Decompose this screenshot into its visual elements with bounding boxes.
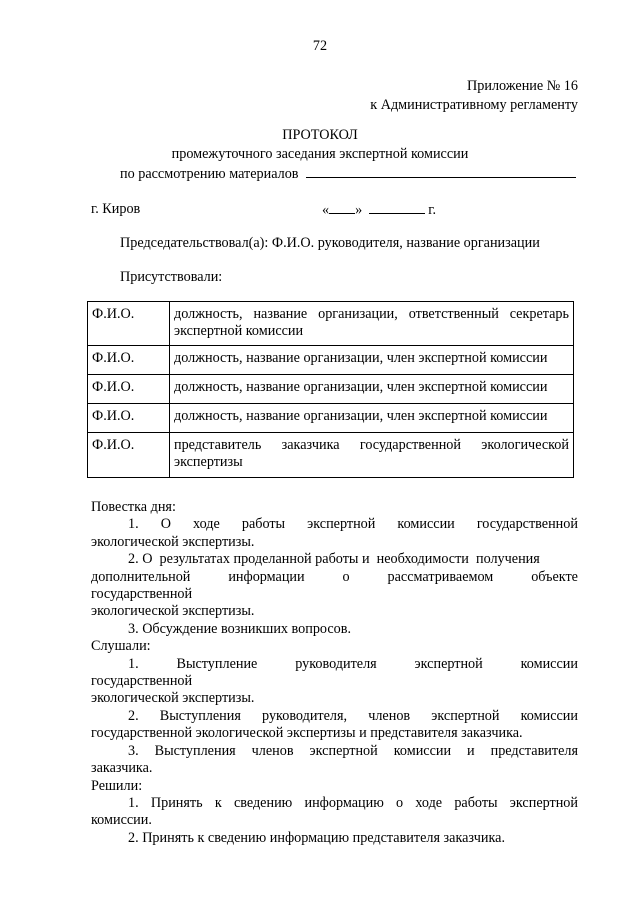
member-role-line: представитель заказчика государственной экологической — [174, 437, 569, 453]
heard-item-3-cont: заказчика. — [91, 760, 153, 777]
word: 1. — [128, 655, 139, 672]
decided-item-1 — [91, 795, 578, 812]
word: экспертной — [431, 707, 500, 724]
word: 1. — [128, 516, 139, 533]
appendix-label — [370, 77, 578, 115]
word: 1. — [128, 794, 139, 811]
agenda-item-2-line-4: экологической экспертизы. — [91, 603, 255, 620]
word: экспертной — [509, 794, 578, 811]
table-row — [88, 433, 574, 478]
date-quote-open: « — [322, 202, 330, 218]
member-role — [170, 302, 574, 346]
word: ходе — [415, 794, 443, 811]
member-name: Ф.И.О. — [88, 375, 170, 404]
heard-item-2 — [91, 708, 578, 725]
word: государственной — [476, 516, 578, 533]
word: Выступления — [159, 707, 241, 724]
word: комиссии — [520, 655, 578, 672]
heard-item-1 — [91, 656, 578, 673]
word: комиссии — [520, 707, 578, 724]
appendix-line-2: к Административному регламенту — [370, 97, 578, 113]
member-role — [170, 433, 574, 478]
word: комиссии — [393, 742, 452, 759]
word: 3. — [128, 742, 139, 759]
word: информации — [228, 568, 305, 585]
word: Выступление — [176, 655, 258, 672]
heard-item-2-cont: государственной экологической экспертизы и представителя заказчика. — [91, 725, 523, 742]
agenda-item-3: 3. Обсуждение возникших вопросов. — [128, 620, 352, 637]
heard-item-3 — [91, 743, 578, 760]
member-role-line: экспертной комиссии — [174, 323, 304, 339]
materials-line — [120, 165, 576, 183]
word: членов — [251, 742, 294, 759]
member-name: Ф.И.О. — [88, 346, 170, 375]
member-role-line: экспертизы — [174, 454, 243, 470]
agenda-item-2-line-3: государственной — [91, 586, 193, 603]
table-row — [88, 404, 574, 433]
word: руководителя — [295, 655, 377, 672]
month-blank — [369, 201, 425, 214]
year-suffix: г. — [428, 202, 437, 218]
decided-heading: Решили: — [91, 777, 143, 794]
table-row — [88, 346, 574, 375]
member-role: должность, название организации, член экспертной комиссии — [170, 375, 574, 404]
agenda-item-1 — [91, 516, 578, 533]
word: экспертной — [414, 655, 483, 672]
materials-blank — [306, 165, 576, 178]
decided-item-2: 2. Принять к сведению информацию представителя заказчика. — [128, 829, 505, 846]
appendix-line-1: Приложение № 16 — [467, 78, 578, 94]
page-number: 72 — [312, 38, 328, 54]
word: членов — [368, 707, 411, 724]
word: о — [396, 794, 404, 811]
agenda-item-1-cont: экологической экспертизы. — [91, 533, 255, 550]
decided-item-1-cont: комиссии. — [91, 812, 152, 829]
member-role: должность, название организации, член экспертной комиссии — [170, 404, 574, 433]
word: ходе — [193, 516, 220, 533]
city: г. Киров — [91, 201, 141, 217]
chaired-by: Председательствовал(а): Ф.И.О. руководителя, название организации — [120, 235, 540, 251]
word: О — [160, 516, 171, 533]
agenda-section — [91, 499, 578, 847]
word: работы — [241, 516, 286, 533]
agenda-heading: Повестка дня: — [91, 499, 176, 515]
word: сведению — [233, 794, 293, 811]
heard-item-1-line-3: экологической экспертизы. — [91, 690, 255, 707]
table-row — [88, 375, 574, 404]
word: 2. — [128, 707, 139, 724]
members-table — [87, 301, 574, 478]
word: экспертной — [309, 742, 378, 759]
date-line — [322, 201, 436, 219]
word: Принять — [150, 794, 203, 811]
present-label: Присутствовали: — [120, 269, 223, 285]
document-subtitle: промежуточного заседания экспертной комиссии — [171, 146, 469, 162]
heard-item-1-line-2: государственной — [91, 673, 193, 690]
word: к — [214, 794, 222, 811]
member-role: должность, название организации, член экспертной комиссии — [170, 346, 574, 375]
member-role-line: должность, название организации, ответственный секретарь — [174, 306, 569, 322]
word: о — [342, 568, 350, 585]
table-row — [88, 302, 574, 346]
agenda-item-2: 2. О результатах проделанной работы и необходимости получения — [128, 551, 540, 568]
member-name: Ф.И.О. — [88, 433, 170, 478]
word: экспертной — [307, 516, 376, 533]
word: комиссии — [397, 516, 455, 533]
word: рассматриваемом — [387, 568, 494, 585]
word: информацию — [304, 794, 384, 811]
word: руководителя, — [262, 707, 348, 724]
document-title: ПРОТОКОЛ — [282, 127, 358, 143]
materials-label: по рассмотрению материалов — [120, 166, 299, 182]
word: представителя — [490, 742, 578, 759]
day-blank — [329, 201, 355, 214]
word: работы — [454, 794, 498, 811]
member-name: Ф.И.О. — [88, 302, 170, 346]
word: дополнительной — [91, 568, 191, 585]
word: объекте — [531, 568, 578, 585]
member-name: Ф.И.О. — [88, 404, 170, 433]
agenda-item-2-line-2 — [91, 569, 578, 586]
word: Выступления — [154, 742, 236, 759]
date-quote-close: » — [355, 202, 363, 218]
word: и — [467, 742, 475, 759]
heard-heading: Слушали: — [91, 638, 151, 655]
